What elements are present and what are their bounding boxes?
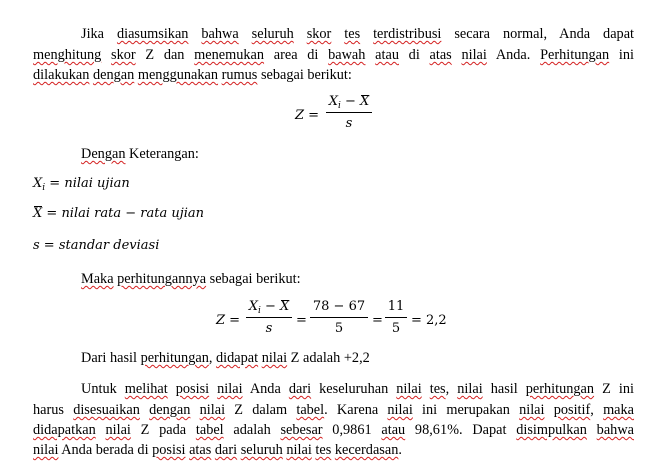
para2-line2: harus disesuaikan dengan nilai Z dalam tabel. Karena nilai ini merupakan nilai positif, maka	[33, 402, 635, 418]
formula1-lhs: Z =	[295, 108, 320, 123]
para1-line2: menghitung skor Z dan menemukan area di bawah atau di atas nilai Anda. Perhitungan ini	[33, 47, 634, 63]
para1-line1: Jika diasumsikan bahwa seluruh skor tes terdistribusi secara normal, Anda dapat	[81, 26, 635, 42]
formula2-fraction-3: 11 5	[385, 299, 407, 337]
para2-line3: didapatkan nilai Z pada tabel adalah sebesar 0,9861 atau 98,61%. Dapat disimpulkan bahwa	[33, 422, 634, 438]
formula2-fraction-1: $X_i - X$ s	[246, 299, 292, 337]
dari-line: Dari hasil perhitungan, didapat nilai Z adalah +2,2	[81, 350, 370, 366]
definition-xi: $X_i$ = nilai ujian	[33, 176, 130, 193]
formula1-fraction	[326, 94, 372, 132]
formula1-bar	[326, 112, 372, 113]
formula2-equals-2: =	[372, 313, 383, 328]
formula2-fraction-2: 78 − 67 5	[310, 299, 368, 337]
formula2-result: = 2,2	[411, 313, 447, 328]
formula2-equals-1: =	[296, 313, 307, 328]
para2-line4: nilai Anda berada di posisi atas dari seluruh nilai tes kecerdasan.	[33, 442, 402, 458]
maka-line: Maka perhitungannya sebagai berikut:	[81, 271, 301, 287]
formula1-denominator: s	[345, 116, 353, 131]
keterangan-heading: Dengan Keterangan:	[81, 146, 199, 162]
para2-line1: Untuk melihat posisi nilai Anda dari keseluruhan nilai tes, nilai hasil perhitungan Z ini	[81, 381, 634, 397]
formula1-numerator: $X_i - X$	[328, 94, 370, 111]
definition-xbar: X = nilai rata − rata ujian	[33, 206, 205, 221]
formula2-lhs: Z =	[216, 313, 241, 328]
para1-line3: dilakukan dengan menggunakan rumus sebagai berikut:	[33, 67, 352, 83]
definition-s: s = standar deviasi	[33, 238, 160, 253]
